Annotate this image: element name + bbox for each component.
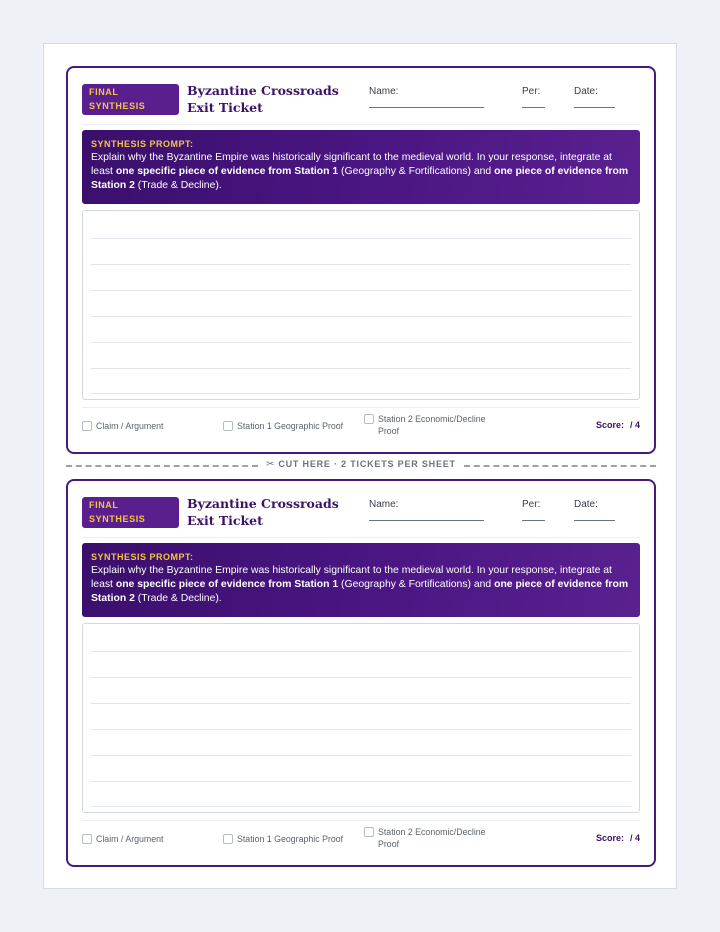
divider <box>82 407 640 408</box>
prompt-emphasis: one specific piece of evidence from Station 1 <box>115 579 339 590</box>
period-label: Per: <box>522 499 541 510</box>
checklist-item[interactable] <box>223 833 343 845</box>
checklist-label: Claim / Argument <box>96 834 164 844</box>
checklist-label: Station 2 Economic/Decline Proof <box>378 827 486 849</box>
checkbox[interactable] <box>223 834 233 844</box>
checkbox[interactable] <box>82 421 92 431</box>
checklist-item[interactable] <box>82 420 163 432</box>
checklist-label: Station 1 Geographic Proof <box>237 421 344 431</box>
score <box>596 420 640 430</box>
writing-line <box>91 806 631 807</box>
synthesis-prompt <box>82 130 640 204</box>
divider <box>82 124 640 125</box>
ticket-header <box>82 497 640 537</box>
date-field[interactable] <box>574 520 615 521</box>
exit-ticket <box>66 479 656 867</box>
checklist-item[interactable] <box>82 833 163 845</box>
date-label: Date: <box>574 499 598 510</box>
prompt-emphasis: one specific piece of evidence from Station 1 <box>115 166 339 177</box>
name-field[interactable] <box>369 520 484 521</box>
prompt-text <box>91 151 631 193</box>
name-label: Name: <box>369 86 399 97</box>
writing-line <box>91 651 631 652</box>
checklist-label: Station 1 Geographic Proof <box>237 834 344 844</box>
writing-line <box>91 290 631 291</box>
prompt-emphasis: one piece of evidence from Station 2 <box>91 166 629 191</box>
writing-line <box>91 677 631 678</box>
score <box>596 833 640 843</box>
divider <box>82 820 640 821</box>
worksheet-page <box>43 43 677 889</box>
name-field[interactable] <box>369 107 484 108</box>
cut-line <box>66 459 656 470</box>
rubric-checklist <box>82 412 640 440</box>
ticket-header <box>82 84 640 124</box>
prompt-emphasis: one piece of evidence from Station 2 <box>91 579 629 604</box>
writing-line <box>91 342 631 343</box>
answer-area[interactable] <box>82 210 640 400</box>
prompt-text-part: Explain why the Byzantine Empire was historically significant to the medieval world. In your response, integrate at least <box>91 565 612 590</box>
dashed-rule <box>464 465 656 467</box>
divider <box>82 537 640 538</box>
date-label: Date: <box>574 86 598 97</box>
writing-line <box>91 368 631 369</box>
period-label: Per: <box>522 86 541 97</box>
score-label: Score: <box>595 833 624 843</box>
prompt-text-part: (Trade & Decline). <box>134 180 222 191</box>
checklist-item[interactable] <box>223 420 343 432</box>
answer-area[interactable] <box>82 623 640 813</box>
prompt-text-part: (Trade & Decline). <box>134 593 222 604</box>
prompt-text-part: (Geography & Fortifications) and <box>338 579 495 590</box>
ticket-title: Byzantine Crossroads Exit Ticket <box>187 496 339 528</box>
checklist-label: Station 2 Economic/Decline Proof <box>378 414 486 436</box>
scissors-icon: ✂ <box>266 459 276 470</box>
writing-line <box>91 238 631 239</box>
checklist-item[interactable] <box>364 413 494 437</box>
final-synthesis-badge: FINAL SYNTHESIS <box>82 497 179 528</box>
dashed-rule <box>66 465 258 467</box>
writing-line <box>91 264 631 265</box>
synthesis-prompt <box>82 543 640 617</box>
checklist-label: Claim / Argument <box>96 421 164 431</box>
writing-line <box>91 316 631 317</box>
cut-text: CUT HERE · 2 TICKETS PER SHEET <box>278 459 456 469</box>
ticket-title: Byzantine Crossroads Exit Ticket <box>187 83 339 115</box>
name-label: Name: <box>369 499 399 510</box>
checkbox[interactable] <box>82 834 92 844</box>
prompt-text <box>91 564 631 606</box>
checkbox[interactable] <box>223 421 233 431</box>
checkbox[interactable] <box>364 827 374 837</box>
prompt-label: SYNTHESIS PROMPT: <box>91 139 194 149</box>
writing-line <box>91 729 631 730</box>
score-total: / 4 <box>629 420 640 430</box>
cut-instruction <box>266 459 456 470</box>
exit-ticket <box>66 66 656 454</box>
period-field[interactable] <box>522 520 545 521</box>
prompt-label: SYNTHESIS PROMPT: <box>91 552 194 562</box>
writing-line <box>91 393 631 394</box>
final-synthesis-badge: FINAL SYNTHESIS <box>82 84 179 115</box>
prompt-text-part: (Geography & Fortifications) and <box>338 166 495 177</box>
date-field[interactable] <box>574 107 615 108</box>
prompt-text-part: Explain why the Byzantine Empire was historically significant to the medieval world. In your response, integrate at least <box>91 152 612 177</box>
score-label: Score: <box>595 420 624 430</box>
writing-line <box>91 703 631 704</box>
checklist-item[interactable] <box>364 826 494 850</box>
score-total: / 4 <box>629 833 640 843</box>
checkbox[interactable] <box>364 414 374 424</box>
period-field[interactable] <box>522 107 545 108</box>
rubric-checklist <box>82 825 640 853</box>
writing-line <box>91 781 631 782</box>
writing-line <box>91 755 631 756</box>
